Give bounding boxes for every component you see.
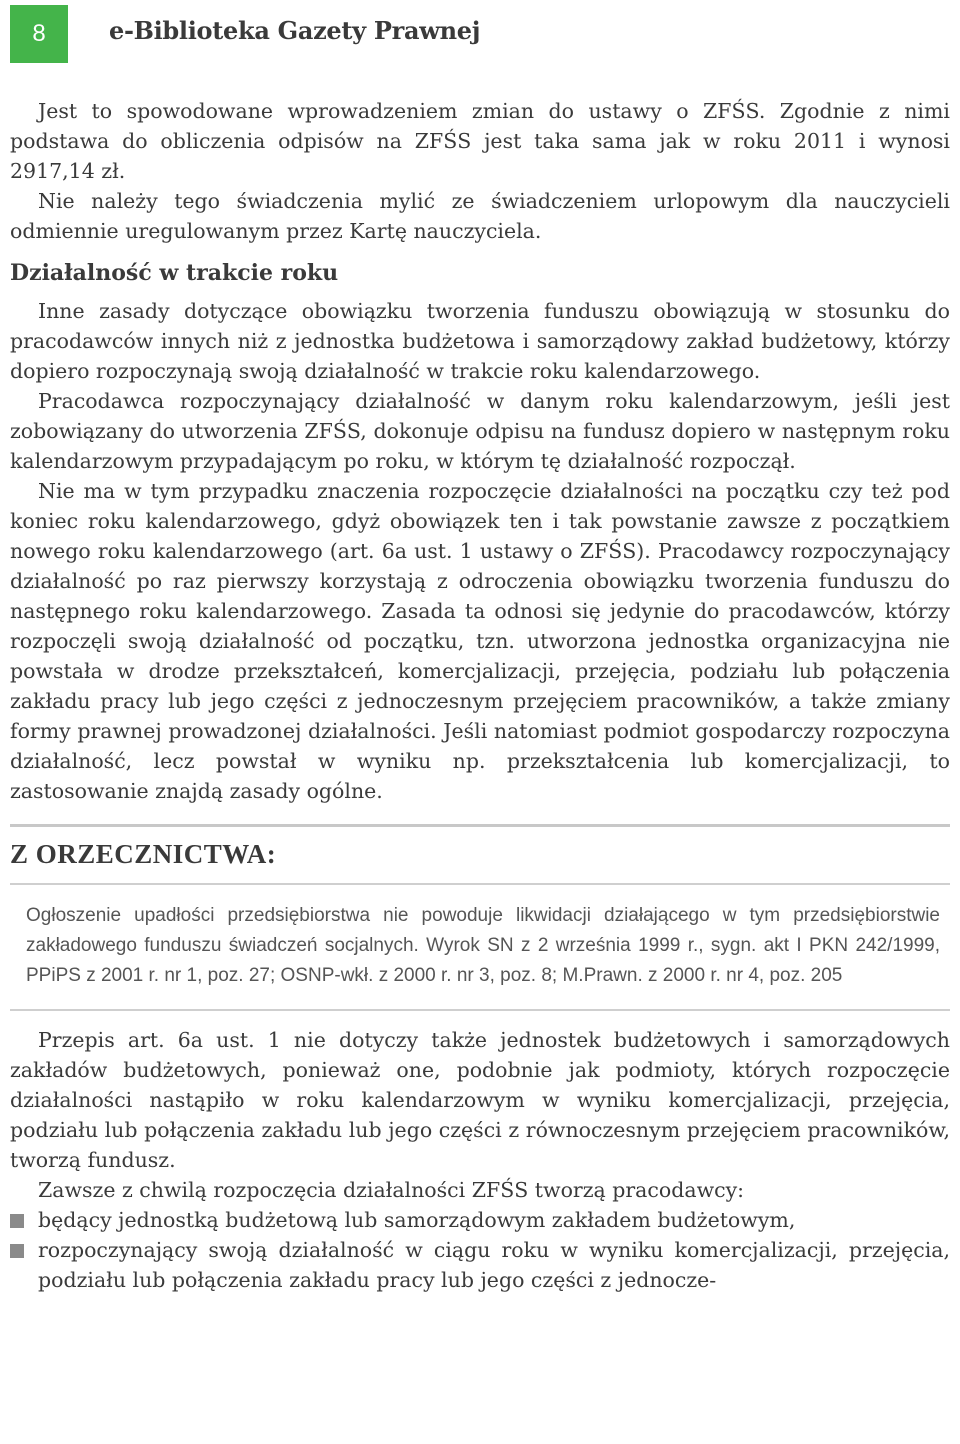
- article-body: [10, 96, 950, 1295]
- body-paragraph: Zawsze z chwilą rozpoczęcia działalności ZFŚS tworzą pracodawcy:: [38, 1178, 745, 1202]
- page-number: 8: [10, 5, 68, 63]
- box-top-rule: [10, 824, 950, 827]
- intro-paragraph: Nie należy tego świadczenia mylić ze świadczeniem urlopowym dla nauczycieli odmiennie uregulowanym przez Kartę nauczyciela.: [10, 189, 950, 243]
- square-bullet-icon: [10, 1214, 24, 1228]
- list-item-text: będący jednostką budżetową lub samorządowym zakładem budżetowym,: [38, 1208, 796, 1232]
- case-law-quote: Ogłoszenie upadłości przedsiębiorstwa nie powoduje likwidacji działającego w tym przedsiębiorstwie zakładowego funduszu świadczeń socjalnych. Wyrok SN z 2 września 1999 r., sygn. akt I PKN 242/1999, PPiPS z 2001 r. nr 1, poz. 27; OSNP-wkł. z 2000 r. nr 3, poz. 8; M.Prawn. z 2000 r. nr 4, poz. 205: [26, 905, 940, 986]
- section-paragraph: Pracodawca rozpoczynający działalność w danym roku kalendarzowym, jeśli jest zobowiązany do utworzenia ZFŚS, dokonuje odpisu na fundusz dopiero w następnym roku kalendarzowym przypadającym po roku, w którym tę działalność rozpoczął.: [10, 389, 950, 473]
- square-bullet-icon: [10, 1244, 24, 1258]
- body-paragraph: Przepis art. 6a ust. 1 nie dotyczy także jednostek budżetowych i samorządowych zakładów budżetowych, ponieważ one, podobnie jak podmioty, których rozpoczęcie działalności nastąpiło w roku kalendarzowym w wyniku komercjalizacji, przejęcia, podziału lub połączenia zakładu lub jego części z równoczesnym przejęciem pracowników, tworzą fundusz.: [10, 1028, 950, 1172]
- case-law-heading: Z ORZECZNICTWA:: [10, 839, 277, 869]
- page-header: [0, 0, 960, 70]
- section-paragraph: Nie ma w tym przypadku znaczenia rozpoczęcie działalności na początku czy też pod koniec roku kalendarzowego, gdyż obowiązek ten i tak powstanie zawsze z początkiem nowego roku kalendarzowego (art. 6a ust. 1 ustawy o ZFŚS). Pracodawcy rozpoczynający działalność po raz pierwszy korzystają z odroczenia obowiązku tworzenia funduszu do następnego roku kalendarzowego. Zasada ta odnosi się jedynie do pracodawców, którzy rozpoczęli swoją działalność od początku, tzn. utworzona jednostka organizacyjna nie powstała w drodze przekształceń, komercjalizacji, przejęcia, podziału lub połączenia zakładu pracy lub jego części z jednoczesnym przejęciem pracowników, a także zmiany formy prawnej prowadzonej działalności. Jeśli natomiast podmiot gospodarczy rozpoczyna działalność, lecz powstał w wyniku np. przekształcenia lub komercjalizacji, to zastosowanie znajdą zasady ogólne.: [10, 479, 950, 803]
- publication-title: e-Biblioteka Gazety Prawnej: [109, 16, 481, 45]
- list-item-text: rozpoczynający swoją działalność w ciągu roku w wyniku komercjalizacji, przejęcia, podziału lub połączenia zakładu pracy lub jego części z jednocze-: [38, 1238, 950, 1292]
- section-paragraph: Inne zasady dotyczące obowiązku tworzenia funduszu obowiązują w stosunku do pracodawców innych niż z jednostka budżetowa i samorządowy zakład budżetowy, którzy dopiero rozpoczynają swoją działalność w trakcie roku kalendarzowego.: [10, 299, 950, 383]
- intro-paragraph: Jest to spowodowane wprowadzeniem zmian do ustawy o ZFŚS. Zgodnie z nimi podstawa do obliczenia odpisów na ZFŚS jest taka sama jak w roku 2011 i wynosi 2917,14 zł.: [10, 99, 950, 183]
- list-item: [10, 1235, 950, 1295]
- list-item: [10, 1205, 950, 1235]
- section-heading: Działalność w trakcie roku: [10, 260, 339, 286]
- employer-list: [10, 1205, 950, 1295]
